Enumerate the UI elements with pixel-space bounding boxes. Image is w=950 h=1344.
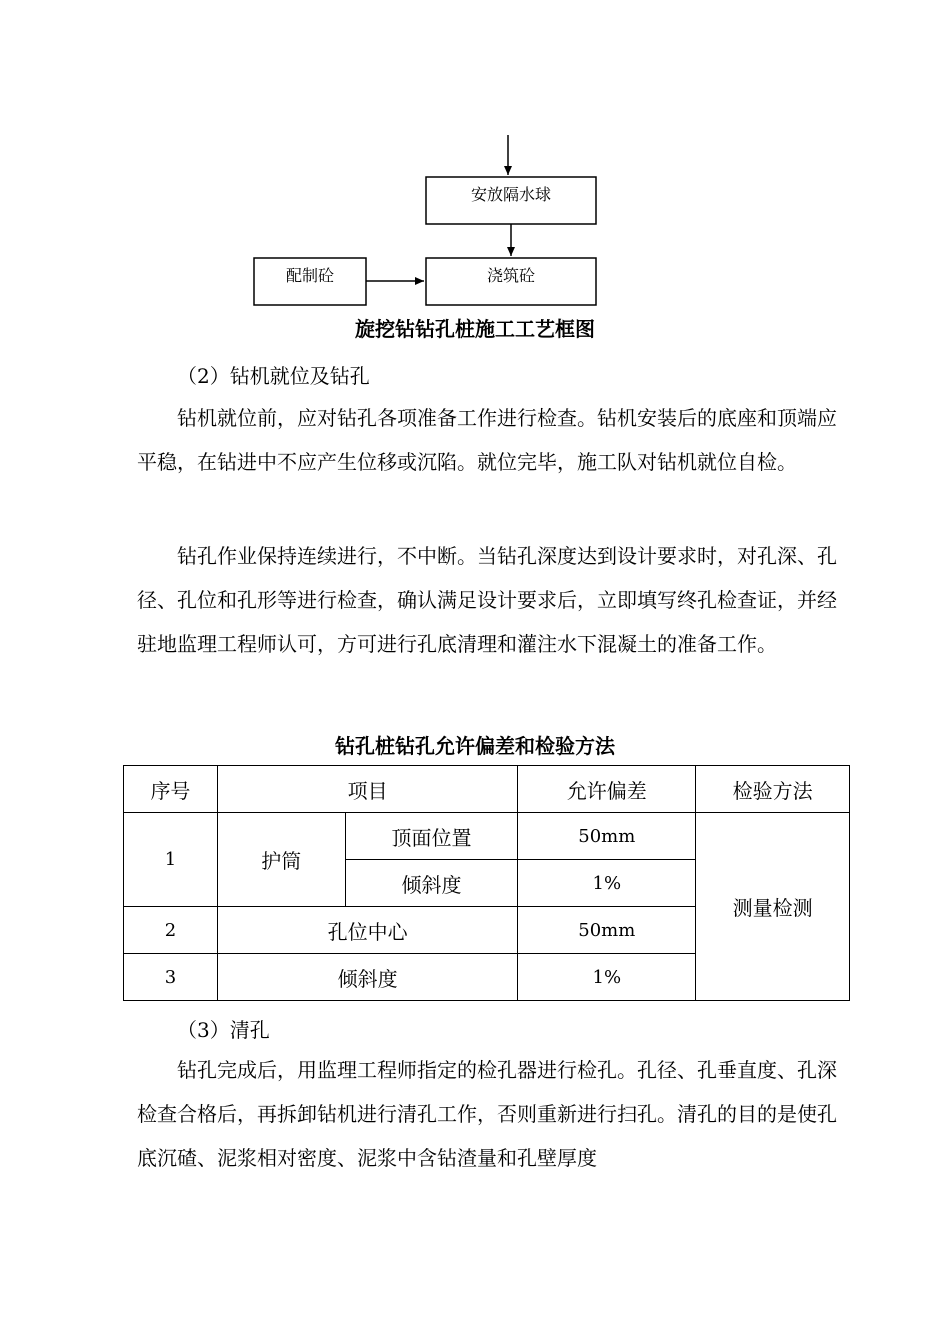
section3-paragraph: 钻孔完成后，用监理工程师指定的检孔器进行检孔。孔径、孔垂直度、孔深检查合格后，再拆卸钻机进行清孔工作，否则重新进行扫孔。清孔的目的是使孔底沉碴、泥浆相对密度、泥浆中含钻渣量和孔壁厚度 [137,1058,837,1170]
header-item: 项目 [217,766,518,813]
row-index: 3 [124,954,218,1001]
row-tolerance: 1% [518,860,696,907]
section2-heading: （2）钻机就位及钻孔 [177,364,370,388]
tolerance-table [123,765,850,1001]
row-item: 顶面位置 [345,813,518,860]
row-item: 倾斜度 [345,860,518,907]
section3-heading: （3）清孔 [177,1018,270,1042]
header-method: 检验方法 [696,766,850,813]
node-mix-label: 配制砼 [285,266,334,285]
section2-paragraph-1: 钻机就位前，应对钻孔各项准备工作进行检查。钻机安装后的底座和顶端应平稳，在钻进中不应产生位移或沉陷。就位完毕，施工队对钻机就位自检。 [137,406,837,474]
header-index: 序号 [124,766,218,813]
table-header-row [124,766,850,813]
row-item: 倾斜度 [217,954,518,1001]
row-tolerance: 1% [518,954,696,1001]
row-tolerance: 50mm [518,907,696,954]
node-place-ball-label: 安放隔水球 [470,185,551,204]
row-index: 1 [124,813,218,907]
flowchart-caption: 旋挖钻钻孔桩施工工艺框图 [355,317,595,341]
row-item: 孔位中心 [217,907,518,954]
method-cell: 测量检测 [696,813,850,1001]
section2-paragraph-2: 钻孔作业保持连续进行，不中断。当钻孔深度达到设计要求时，对孔深、孔径、孔位和孔形等进行检查，确认满足设计要求后，立即填写终孔检查证，并经驻地监理工程师认可，方可进行孔底清理和灌注水下混凝土的准备工作。 [137,544,837,656]
header-tolerance: 允许偏差 [518,766,696,813]
row-index: 2 [124,907,218,954]
row-group: 护筒 [217,813,345,907]
table-title: 钻孔桩钻孔允许偏差和检验方法 [335,734,615,758]
row-tolerance: 50mm [518,813,696,860]
table-row [124,813,850,860]
node-pour-label: 浇筑砼 [486,266,535,285]
